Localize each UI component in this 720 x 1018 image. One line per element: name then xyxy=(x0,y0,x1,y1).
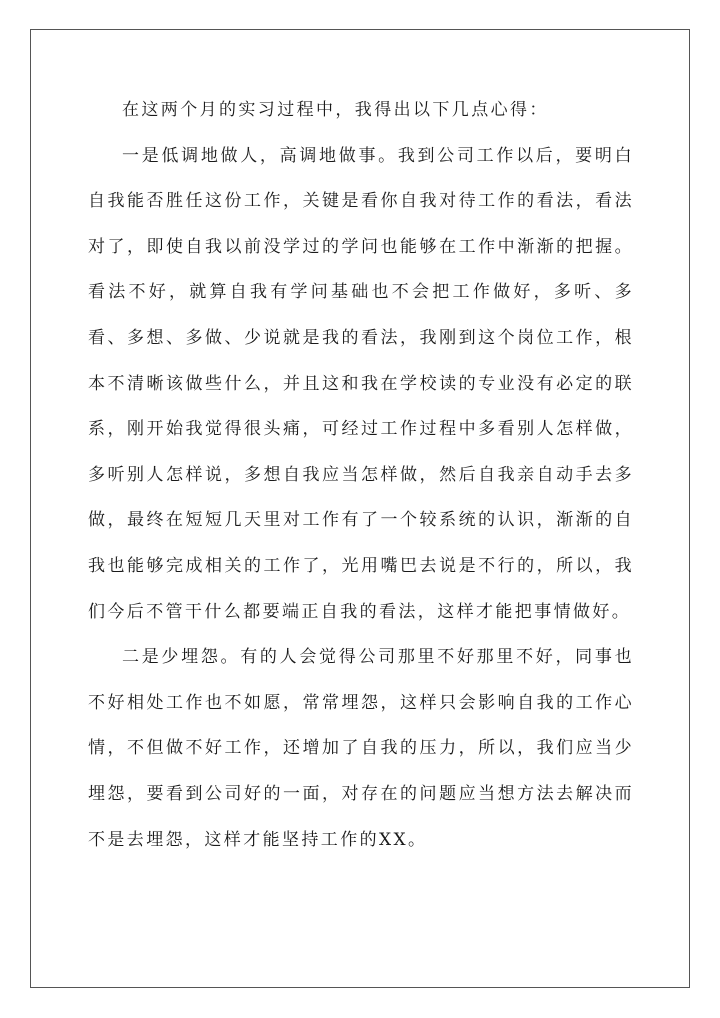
paragraph-point-one: 一是低调地做人，高调地做事。我到公司工作以后，要明白自我能否胜任这份工作，关键是看你自我对待工作的看法，看法对了，即使自我以前没学过的学问也能够在工作中渐渐的把握。看法不好，就算自我有学问基础也不会把工作做好，多听、多看、多想、多做、少说就是我的看法，我刚到这个岗位工作，根本不清晰该做些什么，并且这和我在学校读的专业没有必定的联系，刚开始我觉得很头痛，可经过工作过程中多看别人怎样做，多听别人怎样说，多想自我应当怎样做，然后自我亲自动手去多做，最终在短短几天里对工作有了一个较系统的认识，渐渐的自我也能够完成相关的工作了，光用嘴巴去说是不行的，所以，我们今后不管干什么都要端正自我的看法，这样才能把事情做好。 xyxy=(88,145,634,622)
paragraph-point-two: 二是少埋怨。有的人会觉得公司那里不好那里不好，同事也不好相处工作也不如愿，常常埋怨，这样只会影响自我的工作心情，不但做不好工作，还增加了自我的压力，所以，我们应当少埋怨，要看到公司好的一面，对存在的问题应当想方法去解决而不是去埋怨，这样才能坚持工作的XX。 xyxy=(88,647,634,850)
paragraph-intro: 在这两个月的实习过程中，我得出以下几点心得： xyxy=(122,100,549,120)
document-body xyxy=(88,88,634,863)
